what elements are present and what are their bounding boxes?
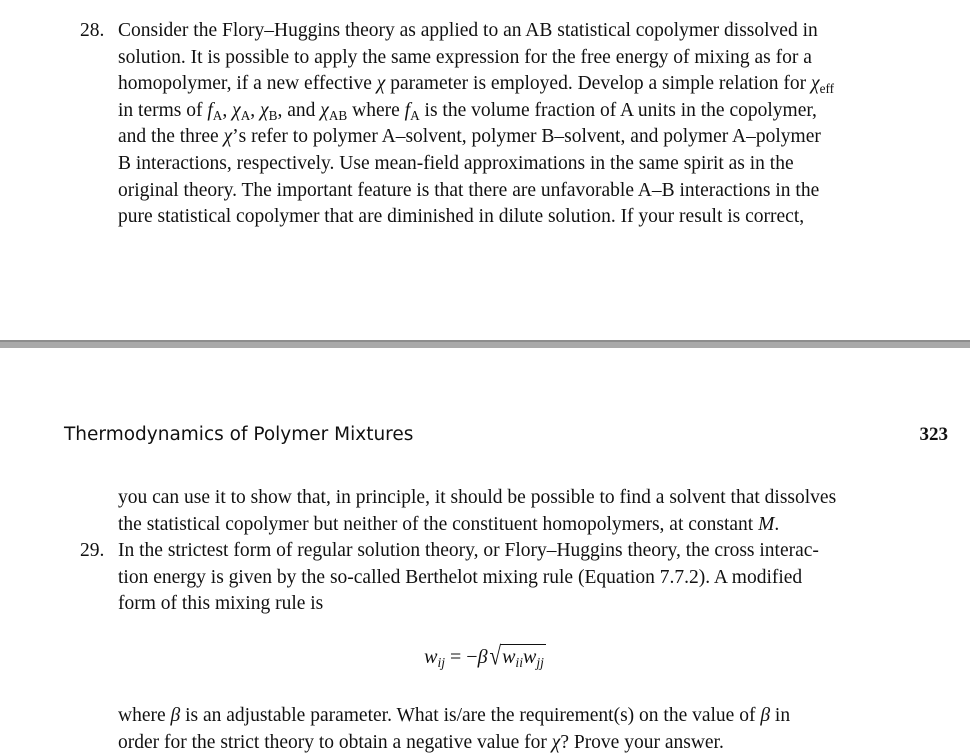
problem-29-question: where β is an adjustable parameter. What is/are the requirement(s) on the value of β in order for the strict theory to obtain a negative value for χ? Prove your answer. [118, 705, 791, 753]
problem-28 [80, 18, 922, 231]
page-divider [0, 340, 970, 348]
problem-29 [80, 538, 922, 618]
square-root: $√w_{ii}w_{jj}$ [489, 640, 544, 671]
page-number: 323 [919, 424, 948, 445]
problem-number: 28. [80, 20, 105, 41]
problem-text: In the strictest form of regular solution theory, or Flory–Huggins theory, the cross interac- tion energy is given by the so-called Berthelot mixing rule (Equation 7.7.2). A modified form of this mixing rule is [118, 540, 819, 615]
mixing-rule-equation: $w_{ij} = -\beta√w_{ii}w_{jj}$ [424, 640, 544, 671]
running-head-title: Thermodynamics of Polymer Mixtures [64, 424, 414, 445]
radical-sign: √ [489, 640, 502, 671]
problem-text: Consider the Flory–Huggins theory as applied to an AB statistical copolymer dissolved in solution. It is possible to apply the same expression for the free energy of mixing as for a homopolymer, if a new effective χ parameter is employed. Develop a simple relation for $\chi_{eff}$ in terms of $f_A$, $\chi_A$, $\chi_B$, and $\chi_{AB}$ where $f_A$ is the volume fraction of A units in the copolymer, and the three χ’s refer to polymer A–solvent, polymer B–solvent, and polymer A–polymer B interactions, respectively. Use mean-field approximations in the same spirit as in the original theory. The important feature is that there are unfavorable A–B interactions in the pure statistical copolymer that are diminished in dilute solution. If your result is correct, [118, 20, 835, 228]
problem-number: 29. [80, 540, 105, 561]
problem-28-continuation: you can use it to show that, in principle, it should be possible to find a solvent that dissolves the statistical copolymer but neither of the constituent homopolymers, at constant M. [118, 487, 837, 535]
chi-symbol: χ [376, 73, 386, 95]
